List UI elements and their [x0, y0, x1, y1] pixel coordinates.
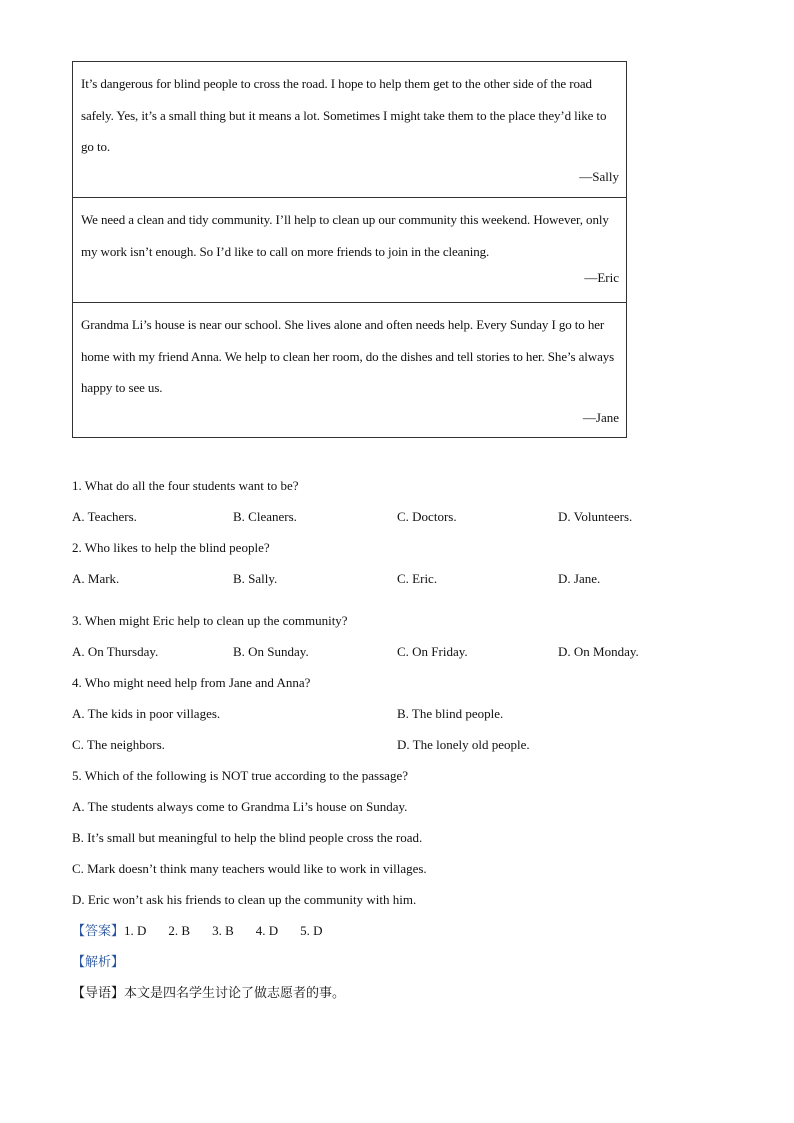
answer-label: 【答案】 — [72, 924, 125, 939]
guide-label: 【导语】 — [72, 986, 125, 1001]
option-d: D. The lonely old people. — [397, 737, 530, 752]
question-stem: 3. When might Eric help to clean up the community? — [72, 613, 348, 628]
analysis-label: 【解析】 — [72, 955, 125, 970]
answer-item: 2. B — [168, 923, 191, 938]
option-a: A. On Thursday. — [72, 644, 159, 659]
passage-author: —Jane — [582, 409, 619, 425]
passage-author: —Sally — [579, 168, 619, 184]
question-stem: 1. What do all the four students want to be? — [72, 478, 299, 493]
passage-eric — [73, 197, 626, 302]
option-b: B. Cleaners. — [233, 509, 297, 524]
option-a: A. The kids in poor villages. — [72, 706, 221, 721]
question-stem: 5. Which of the following is NOT true according to the passage? — [72, 768, 408, 783]
question-stem: 2. Who likes to help the blind people? — [72, 540, 270, 555]
option-a: A. Teachers. — [72, 509, 137, 524]
answer-item: 1. D — [124, 923, 147, 938]
guide-line — [72, 977, 722, 1008]
analysis-line — [72, 946, 722, 977]
answer-item: 4. D — [255, 923, 279, 938]
option-c: C. The neighbors. — [72, 737, 165, 752]
passage-author: —Eric — [584, 270, 619, 285]
answer-item: 5. D — [300, 923, 323, 938]
question-options — [72, 729, 722, 760]
answer-line — [72, 915, 722, 946]
option-a: A. Mark. — [72, 571, 120, 586]
passage-sally — [73, 62, 626, 197]
passage-text: It’s dangerous for blind people to cross the road. I hope to help them get to the other side of the road safely. Yes, it’s a small thing but it means a lot. Sometimes I might take them to the place they’d like to go to. — [81, 76, 607, 154]
option-b: B. The blind people. — [397, 706, 504, 721]
question-options — [72, 501, 722, 532]
answer-item: 3. B — [212, 923, 234, 938]
option-b: B. On Sunday. — [233, 644, 309, 659]
option-d: D. Eric won’t ask his friends to clean up the community with him. — [72, 892, 417, 907]
option-d: D. Jane. — [558, 571, 601, 586]
question-options — [72, 698, 722, 729]
question-options — [72, 636, 722, 667]
option-c: C. Eric. — [397, 571, 438, 586]
option-b: B. It’s small but meaningful to help the blind people cross the road. — [72, 830, 423, 845]
passage-jane — [73, 302, 626, 437]
option-c: C. Doctors. — [397, 509, 457, 524]
question-stem: 4. Who might need help from Jane and Anna? — [72, 675, 311, 690]
guide-text: 本文是四名学生讨论了做志愿者的事。 — [124, 986, 346, 1001]
passage-text: Grandma Li’s house is near our school. She lives alone and often needs help. Every Sunday I go to her home with my friend Anna. We help to clean her room, do the dishes and tell stories to her. She’s always happy to see us. — [81, 317, 615, 395]
option-c: C. On Friday. — [397, 644, 468, 659]
passages-table — [72, 61, 627, 438]
option-d: D. Volunteers. — [558, 509, 633, 524]
passage-text: We need a clean and tidy community. I’ll help to clean up our community this weekend. However, only my work isn’t enough. So I’d like to call on more friends to join in the cleaning. — [81, 212, 609, 259]
option-a: A. The students always come to Grandma Li’s house on Sunday. — [72, 799, 408, 814]
option-b: B. Sally. — [233, 571, 278, 586]
option-c: C. Mark doesn’t think many teachers would like to work in villages. — [72, 861, 427, 876]
question-options — [72, 563, 722, 605]
quiz-section — [72, 470, 722, 1008]
option-d: D. On Monday. — [558, 644, 639, 659]
